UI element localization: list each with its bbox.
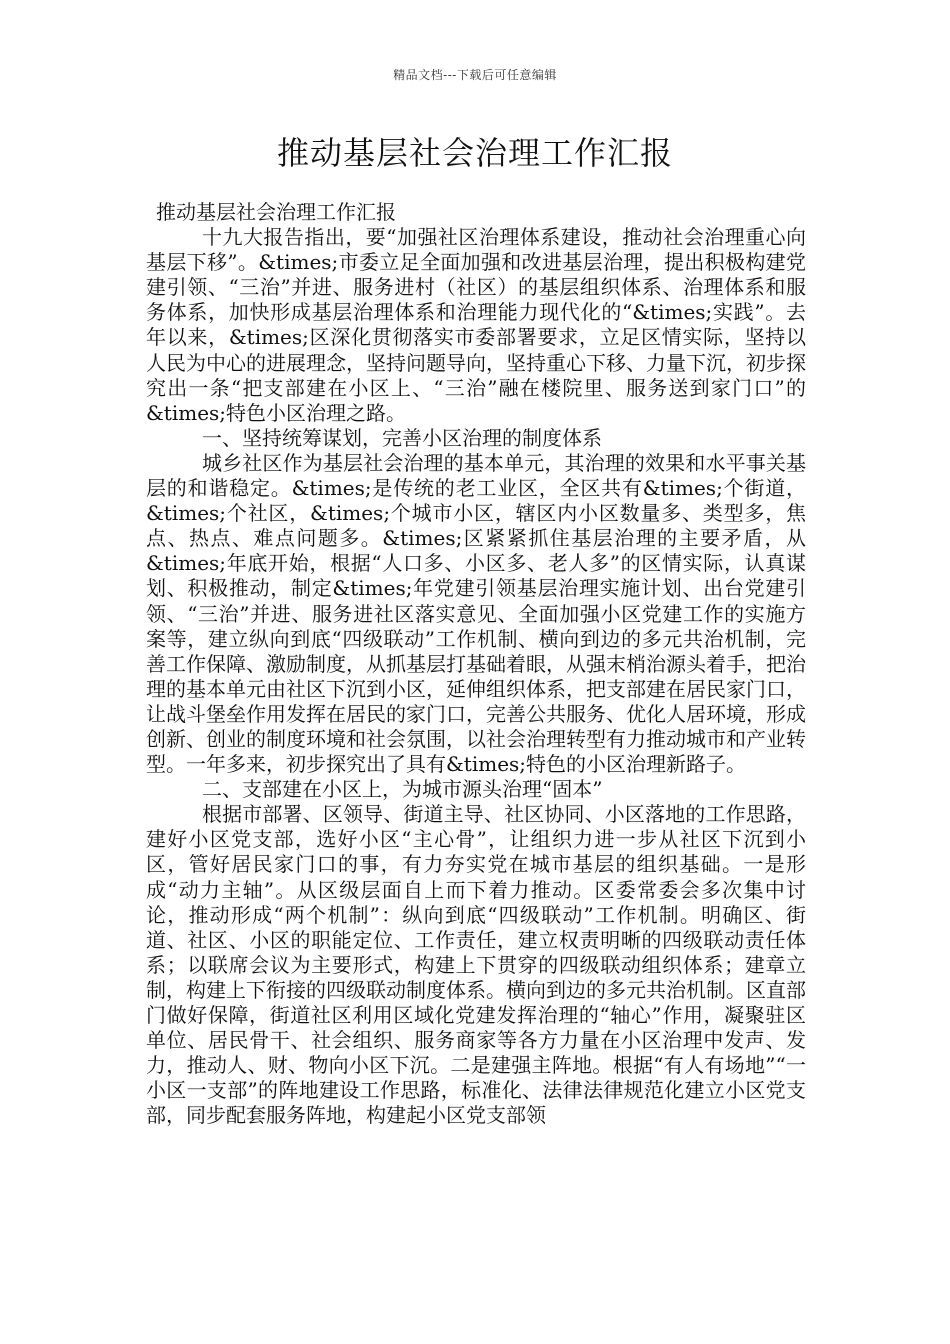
document-subtitle: 推动基层社会治理工作汇报 [156, 200, 396, 224]
paragraph-section-1: 城乡社区作为基层社会治理的基本单元，其治理的效果和水平事关基层的和谐稳定。&times;是传统的老工业区，全区共有&times;个街道，&times;个社区，&times;个城市小区，辖区内小区数量多、类型多，焦点、热点、难点问题多。&times;区紧紧抓住基层治理的主要矛盾，从&times;年底开始，根据“人口多、小区多、老人多”的区情实际，认真谋划、积极推动，制定&times;年党建引领基层治理实施计划、出台党建引领、“三治”并进、服务进社区落实意见、全面加强小区党建工作的实施方案等，建立纵向到底“四级联动”工作机制、横向到边的多元共治机制，完善工作保障、激励制度，从抓基层打基础着眼，从强末梢治源头着手，把治理的基本单元由社区下沉到小区，延伸组织体系，把支部建在居民家门口，让战斗堡垒作用发挥在居民的家门口，完善公共服务、优化人居环境，形成创新、创业的制度环境和社会氛围，以社会治理转型有力推动城市和产业转型。一年多来，初步探究出了具有&times;特色的小区治理新路子。 [146, 450, 806, 777]
paragraph-intro: 十九大报告指出，要“加强社区治理体系建设，推动社会治理重心向基层下移”。&times;市委立足全面加强和改进基层治理，提出积极构建党建引领、“三治”并进、服务进村（社区）的基层组织体系、治理体系和服务体系，加快形成基层治理体系和治理能力现代化的“&times;实践”。去年以来，&times;区深化贯彻落实市委部署要求，立足区情实际，坚持以人民为中心的进展理念，坚持问题导向，坚持重心下移、力量下沉，初步探究出一条“把支部建在小区上、“三治”融在楼院里、服务送到家门口”的&times;特色小区治理之路。 [146, 225, 806, 425]
section-heading-1: 一、坚持统筹谋划，完善小区治理的制度体系 [202, 425, 602, 450]
header-note: 精品文档---下载后可任意编辑 [393, 68, 557, 82]
document-title: 推动基层社会治理工作汇报 [276, 134, 673, 172]
document-body [146, 200, 806, 1128]
paragraph-section-2: 根据市部署、区领导、街道主导、社区协同、小区落地的工作思路，建好小区党支部，选好小区“主心骨”，让组织力进一步从社区下沉到小区，管好居民家门口的事，有力夯实党在城市基层的组织基础。一是形成“动力主轴”。从区级层面自上而下着力推动。区委常委会多次集中讨论，推动形成“两个机制”：纵向到底“四级联动”工作机制。明确区、街道、社区、小区的职能定位、工作责任，建立权责明晰的四级联动责任体系；以联席会议为主要形式，构建上下贯穿的四级联动组织体系；建章立制，构建上下衔接的四级联动制度体系。横向到边的多元共治机制。区直部门做好保障，街道社区利用区域化党建发挥治理的“轴心”作用，凝聚驻区单位、居民骨干、社会组织、服务商家等各方力量在小区治理中发声、发力，推动人、财、物向小区下沉。二是建强主阵地。根据“有人有场地”“一小区一支部”的阵地建设工作思路，标准化、法律法律规范化建立小区党支部，同步配套服务阵地，构建起小区党支部领 [146, 802, 806, 1128]
section-heading-2: 二、支部建在小区上，为城市源头治理“固本” [202, 777, 603, 802]
